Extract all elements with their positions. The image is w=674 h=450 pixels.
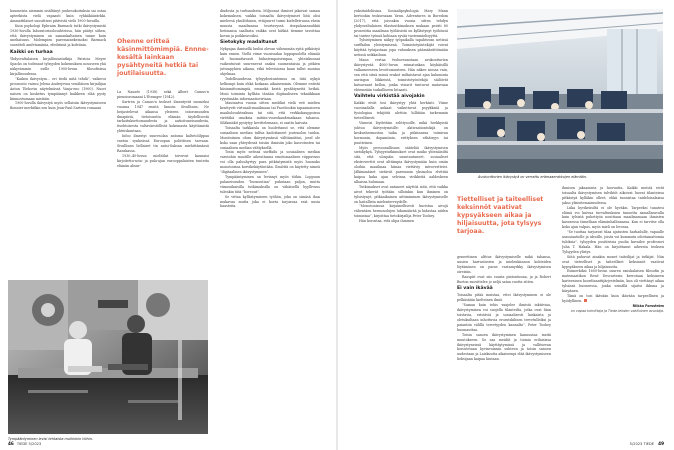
left-col-2: [117, 90, 209, 270]
paragraph: Tympääntyminen on levinnyt myös töihin. Loppuun palaneisuuden ”burnoutina” puhutaan paljon, mutta viimeaikaisilla tutkimuksilla on vähäisellä hyyllivuus tulenkin tätä ”boreout”.: [220, 175, 320, 194]
office-photo: [457, 9, 663, 173]
pull-quote: Ohenne oritteä käsinmittömimpiä. Ennne-kesältä lainkaan pysähtyneitä hetkiä tai joutilaisuutta.: [117, 38, 209, 77]
magazine-issue: TIEDE 5/2023: [16, 442, 42, 446]
closing-text: Tämä on tosi ikävään kuin ikävään tarpeellinen ja hyödyllinen.: [562, 293, 664, 303]
left-col-1: [10, 9, 106, 269]
photo-caption: Tympääntyminen levisi tehtaista muihinkin töihin.: [8, 437, 93, 441]
paragraph: La Nausée (1938) sekä Albert Camus'n pienoisromaani L'Étranger (1942).: [117, 90, 209, 99]
paragraph: ”Kaiken ikävystym… eri tiedä mitä tehdä”, vaikeroi proosonto vaisuu Jelena Andrejevna venäläisen kirjailijan Anton Tšehovin näytelmässä Vanja-eno (1900). Nuori naisen on kosketus tympäännyt kaikkeen elää pysty kiinnostumaan mistään.: [10, 76, 106, 101]
section-heading: Sietokyky madaltunut: [220, 40, 278, 46]
paragraph: 1900-luvulla ikävystyä myös sellaisiin ikävystymiseen Bonnier merkitkin sen kuin Jean-Paul Sartren romaani: [10, 101, 106, 111]
factory-workers-image: [8, 280, 208, 434]
left-col-3: [220, 9, 320, 441]
paragraph: Liika hyvikeiisiltä ei ole hyväksi. Tarpeeksi tunatesi elämä voi kuivua turvaltuuksien tunnetta samallaravalla kuin tylsistä puhettyöa nouttiaan maailmassaan ihmisten kasvaessa tiimellaan elämänhallinnassa. Kun ei tarvitse olla koko ajan valpas, myös mieli on levossa.: [562, 205, 664, 230]
magazine-issue: 5/2023 TIEDE: [629, 442, 655, 446]
page-folio: [630, 441, 664, 446]
paragraph: yuksitaidoliisina. Sosiaalipsykologia Mary Mann kertookin teoksessaan Yawn. Adventures in Boredom (2017), että joissakin vuosia sitten tehdyn yhdysvaltalaisen tilastoutkimuksen mukaan peräti 80 prosenttia maailman työläisistä on kyllästynyt työhönsä tai tuntee työnsä kohtaan syvää vastenmielisyyttä.: [354, 9, 448, 38]
paragraph: Sartren ja Camus'n teokset ilmentyvät suomeksi vuonna 1947 ensitä linnoin Sivullinen. Ne heijastelevat aikansa yleiseen intoromuuden ilmapiiriä, tietoisuutta elämän täydellisestä tarkoituksettomuudesta ja autioituneisuudesta, itsehtoisesta valtaväestöllistä kokemasta käyttämistä yhteiskuntaan.: [117, 99, 209, 134]
right-col-3: [562, 186, 664, 441]
paragraph: Se vittaa kyllästymiseen työhön, joka on siinäsä ihan mukavaa mutta joka ei koeta tarjoavaa esiä uusia haasteita.: [220, 194, 320, 209]
section-heading: Vaihtelu virkistää aivojakin: [354, 94, 425, 100]
page-number: 49: [658, 441, 664, 446]
paragraph: ihmisen jaksamista ja luovuutta. Kaikki meistä eivät toisaalta ikävystymisen tulviktöt aikoivat luovat tilanteissa pitkästyä kylläkin olleet, ehkä tunnistaa taideloisalaissa jakso ylisisitemaisuudessa.: [562, 186, 664, 205]
paragraph: Toisaalta tarkkaisla on huolettanut se, että olemme sosiaalisen median tulfua kadottaneet joutenolon taidon. Monitoiinen olosu ikävystymässä välttämätöni, josel ole koko saan yhteydessä toisiin ihmisiin joko kasvotusten tai sosiaalisen median välityksellä.: [220, 125, 320, 150]
end-mark-icon: [584, 299, 587, 302]
right-col-1: [354, 9, 448, 441]
factory-photo: [8, 280, 208, 434]
paragraph: Tosin myös netissä surffailu ja sosiaalisen median varoinhin muotille aiheuttanna emotionaalisen riippuvuus voi olla paluuhyrtyy para pitkästymistä myös huonuko monotoisina korvikekäytöntään. Ilmiöttä on käytetty nimeä ”digitaalinen ikävystyminen”.: [220, 150, 320, 175]
paragraph: Toisin sanoen ikävystyminen kannustaa meitä muutokseen. Se saa meidät ja toimia erilaisissa ikävystyneissä käyttäytymissä ja vallitsevan korostetaan hyvinvoinnin suhteen ja toisin sanoen uudestaan ja Laiskuutta aikaisempi elää ikävystymiseen lieksijaan kaipaa hintaan.: [457, 332, 551, 362]
paragraph: ”Se tuottaa tarjoavat tilaa ajatusten harhailulle, vapaalle assosiaatiolle ja ideoille, joista voi kummuta odottamattomia tuloksia”, tylsyyden positiivisia puolia kuvailee professori Juha T. Hakala. Hän on kirjoittanut aiheesta teoksen Tylsyyden ylistys.: [562, 230, 664, 254]
paragraph: Nykyajan ihmisellä luulisi olevan vähemmän syitä pitkästyä kuin ennen. Viellä viime vuosisadan loppupuolella elämää oli huomattavasti hidastempoisempaa, yhteiskunnat vaikeutuivat suurenevat osaksi suomentaisia ja pitkien juttuapyhien aikana, etkä televisiossa kaan tullut montaa ohjelmaa.: [220, 47, 320, 76]
paragraph: Siitä puhuvat ainakin monet taiteilijat ja tutkijat. Niin ovat tieteelliset ja taiteelliset keksinnöt vaativat kypsyäkseen aikaa ja hiljaisuutta.: [562, 254, 664, 269]
paragraph: Tylsistyminen näkyy työpaikalla tapahtuvan netissä surffailun yleistymisenä. Toimistotyöntekijät voivat käyttää työajastaan jopa vahuuksen päämäärättömään netissä seikkailuun.: [354, 38, 448, 58]
paragraph: Kuin psykologi Ephraim Barmack tutki ikävystymistä 1930-luvulla laboratorioolosuhteissa, hän päätyi siihen, että ikävystyminen on samankaltainen tunne kuin uneliaisuus. Molempien paremainekeinoksi Barmack suositteli amfetamiinia, efedriiniä ja kofeiinia.: [10, 23, 106, 48]
paragraph: Tutkimukset ovat antaneet näyttöä siitä, että vaikka aivot tekevät työtään silloinkin kun ihminen on tylsistynyt, pitkäaikainen aittimiminen ikävystymiselle on haitallista mielenterveydelle.: [354, 184, 448, 204]
paragraph: Yhdysvaltalaisen kirjallisuustutkija Patricia Meyer Spacks on todennut tylsyyden kokemuksen nousseen yhä näkyvämmin esille 1900-luvun filosofisissa kirjallisuudessa.: [10, 57, 106, 76]
paragraph: ”Saman kuin tehis vaajelee ihmisiä inktiiviaa, ikävystyminen voi suojella tilanteilta, jotka ovat liian toistavia, eristäviä ja sosiaalisesti laiskaista ja oletuksiltaan inhottuvia eroaviskilinen tervetulleiksi ja paiantiin välillä tervetyyden kannalta”, Peter Toohey huomauttaa.: [457, 303, 551, 332]
paragraph: 1930–40-luvun mielitilat toivuvat kaunaisi kirjoitettu-sota- ja pula-ajan eurooppalaisten tunteita elämän absur-: [117, 153, 209, 168]
paragraph: Mann vertaa tvoboreanotaan avokonttorien ikävystyvää 4000-luvun esimatuskan köykäisillä vallanneeseen levottomuuteen. Hän näkee niossa vain, sen että situä missä erakot miltaistavat ajan kuluminta auringon liikkeistä, toimistotyöntekijä säilöivät katsavaant kellon, jonka viisarit tuntuvat matavaan ehtemrään tuskalliseen hitaasti.: [354, 58, 448, 92]
right-page: [338, 0, 674, 450]
author-role: on vapaa toimittaja ja Tiede-lehden vakituinen avustaja.: [570, 308, 664, 313]
photo-caption: Avokonttorien ikävystyä on verrattu erämaaerakkojen elämään.: [478, 175, 587, 179]
paragraph: Toisaalta pitää muistaa, ettei ikävystyminen ei ole pelkästään kielteinen ilmiö.: [457, 293, 551, 303]
paragraph: ”Monotonisuus kirjaimellisesti kuristaa aivojä vähentäen hermosolujen lukumäärää ja hidastaa niiden toimintaa”, kirjoittaa tietokirjailija Peter Toohey.: [354, 204, 448, 219]
paragraph: Mautantva vuosia sitten mediliat vielä veit mielien kenttyvät virtuaali-maailmaan tai Facebookin tapaamaiseen maaliolosuhteaksua tai sitä, että verkkokauppoissa virittähä omoksia mitiiin-vuorokaudenaikaan tahansa. Siläkmiikit pystytyy kevittelemaan, ei osattu kaivata.: [220, 101, 320, 126]
paragraph: geneettinen alttius ikävystymiselle mikä tahansa, uusien harrastusten ja mielenkiinnon kohteiden löytäminen on paras vastamyrkky ikävystymisen oireisiin.: [457, 255, 551, 274]
paragraph: Hän korostaa, että olipa ihminen: [359, 219, 414, 224]
paragraph: Rasspiit ovat siis suuria pintontuuna, ja ja Robert Burton suosittelee jo neljä sataa vuotta sitten.: [457, 274, 551, 284]
paragraph: Viimeisi löydettäin selittysoille, mikä herkkyistä johtuu ikävystymisille: aktivaationtokijä on keskushermoston taika ja piikiinnesa toimivan hormonin, dopamiinin, erittyksen vähäisyys tai puutteinen.: [354, 121, 448, 145]
right-col-2: [457, 255, 551, 441]
paragraph: Esimerkiksi 1600-luvun suuren ranskalaisen filosofin ja matemaatikon René Descartesin kerrotaan keksineen karteesinen koordinaattijärjestelmän, kun oli viettänyt aikaa tylsässä huoneessa, jonka seinällä sijaitsi ikkuna ja kärpänen.: [562, 269, 664, 294]
author-name: Riikka Forsström: [632, 303, 664, 308]
paragraph: Myös persoonallisuus säätelää ikävystymisen sietokykyä. Tylsyystutkimukset ovat muiko yhtenäisiltä sitä, että ulospäin suuntautuneet, sosiaaliset ekstroverttit ovat alttiimpia ikävystymään kuin omiin oloihin maailmaa hiinaa viettäviy introvertteist. Jälkimmäiset sietävät paremmin yksinoloa elvittää kaipoa kuka ajan selvinsa virikkeitä aaldeskeen alhaissa hulunaan.: [354, 145, 448, 184]
paragraph: Todellisuudessa tylsyydentuntemus on tätä nykyä helkompi kuin ehkä koskaan aikaisemmin. Olemme entistä käsinmittomimpiä, emmekä kestä pysähtyneitä hetkiä. Moni toiminta kyllään tänään digitaaliseen tekniikkaan ryystimään informaatiovirtaan.: [220, 76, 320, 101]
paragraph: huumeista aiemmin sisältänyt juuhesokoituksia sai ostaa apteekista vielä vapaasti kuin ryhkäkäärärkki. Ammattilaiset suosittivat pitävistä vielä 1900-luvuilla.: [10, 9, 106, 23]
section-heading: Ei vain ikävää: [457, 286, 493, 292]
page-folio: [8, 441, 41, 446]
page-number: 46: [8, 441, 14, 446]
paragraph: diudesta ja turhuudesta. Miljoonat ihmiset jakoivat saman kokemuksen, vaikka toisaalta ikävystymiset liitä olisi mieleesä yksilöihinen, ettäjuuret turmi kielelletruusa ehein muusta maailmassa teurtavyssä itsepalasannuhkiä hetimassa saallasta vaikka ovat hätkiä tiemme tavoittaa kovan ja poikkeavoiksi.: [220, 9, 320, 38]
section-heading: Kaikki on turhaa: [10, 50, 53, 56]
paragraph: Infoo ilmestyi suuresolan antoma kaltetolilppua vaeton synkeässä Euroopan poliittisen tarvaan. Sivullinen liellaiset tin natsi-Saksan miehittämässä Ranskassa.: [117, 134, 209, 153]
paragraph: Kaikki eivät tosi ikävystyy yhtä herkästi. Viime vuosisadalla ankaat vaikuttavat psyykkisiä ja fysiologiaa tekijöitä alettiin hillitään tarkemmin tieteellisesti.: [354, 101, 448, 121]
open-office-image: [457, 9, 663, 173]
left-page: [0, 0, 336, 450]
pull-quote: Tiettelliset ja taiteelliset keksinnöt vaativat kypsyäkseen aikaa ja hiljaisuutta, jota tylsyys tarjoaa.: [457, 196, 544, 235]
paragraph: [562, 294, 664, 304]
